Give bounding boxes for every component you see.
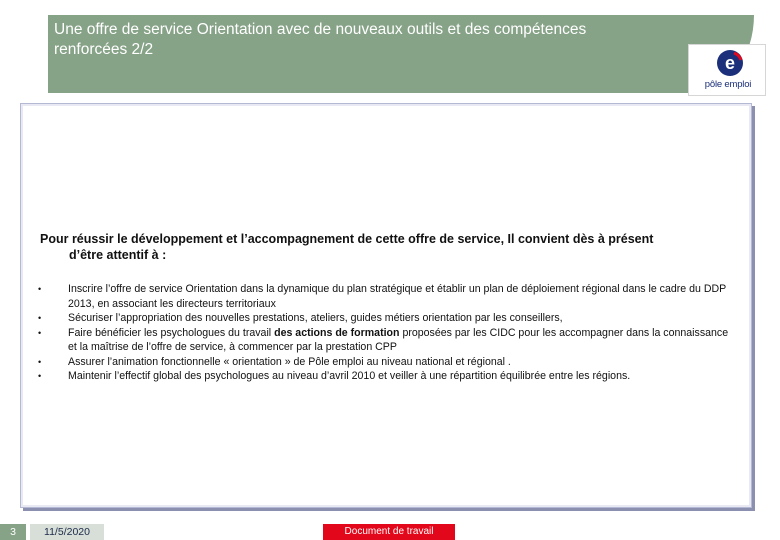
page-title-line1: Une offre de service Orientation avec de nouveaux outils et des compétences bbox=[54, 21, 587, 38]
lead-line1: Pour réussir le développement et l’accompagnement de cette offre de service, Il convient dès à présent bbox=[40, 232, 654, 246]
lead-line2: d’être attentif à : bbox=[69, 247, 167, 262]
bold-phrase: des actions de formation bbox=[274, 326, 400, 339]
page-number: 3 bbox=[0, 524, 26, 540]
svg-text:e: e bbox=[724, 53, 736, 73]
bullet-item: • Maintenir l’effectif global des psychologues au niveau d’avril 2010 et veiller à une répartition équilibrée entre les régions. bbox=[38, 369, 738, 384]
page-title bbox=[54, 20, 674, 60]
bullet-item: • Faire bénéficier les psychologues du travail des actions de formation proposées par les CIDC pour les accompagner dans la connaissance et la maîtrise de l’offre de service, à commencer par la prestation CPP bbox=[38, 326, 738, 355]
bullet-item: • Assurer l’animation fonctionnelle « orientation » de Pôle emploi au niveau national et régional . bbox=[38, 355, 738, 370]
footer-label: Document de travail bbox=[323, 524, 455, 540]
footer-date: 11/5/2020 bbox=[30, 524, 104, 540]
logo-text: pôle emploi bbox=[704, 79, 752, 90]
page-title-line2: renforcées 2/2 bbox=[54, 41, 154, 58]
lead-paragraph bbox=[40, 232, 740, 263]
bullet-list bbox=[38, 282, 738, 384]
bullet-item: • Sécuriser l’appropriation des nouvelles prestations, ateliers, guides métiers orientation par les conseillers, bbox=[38, 311, 738, 326]
pole-emploi-logo bbox=[688, 44, 766, 96]
bullet-item: • Inscrire l’offre de service Orientation dans la dynamique du plan stratégique et établir un plan de déploiement régional dans le cadre du DDP 2013, en associant les directeurs territoriaux bbox=[38, 282, 738, 311]
pole-emploi-logo-icon bbox=[716, 49, 744, 77]
